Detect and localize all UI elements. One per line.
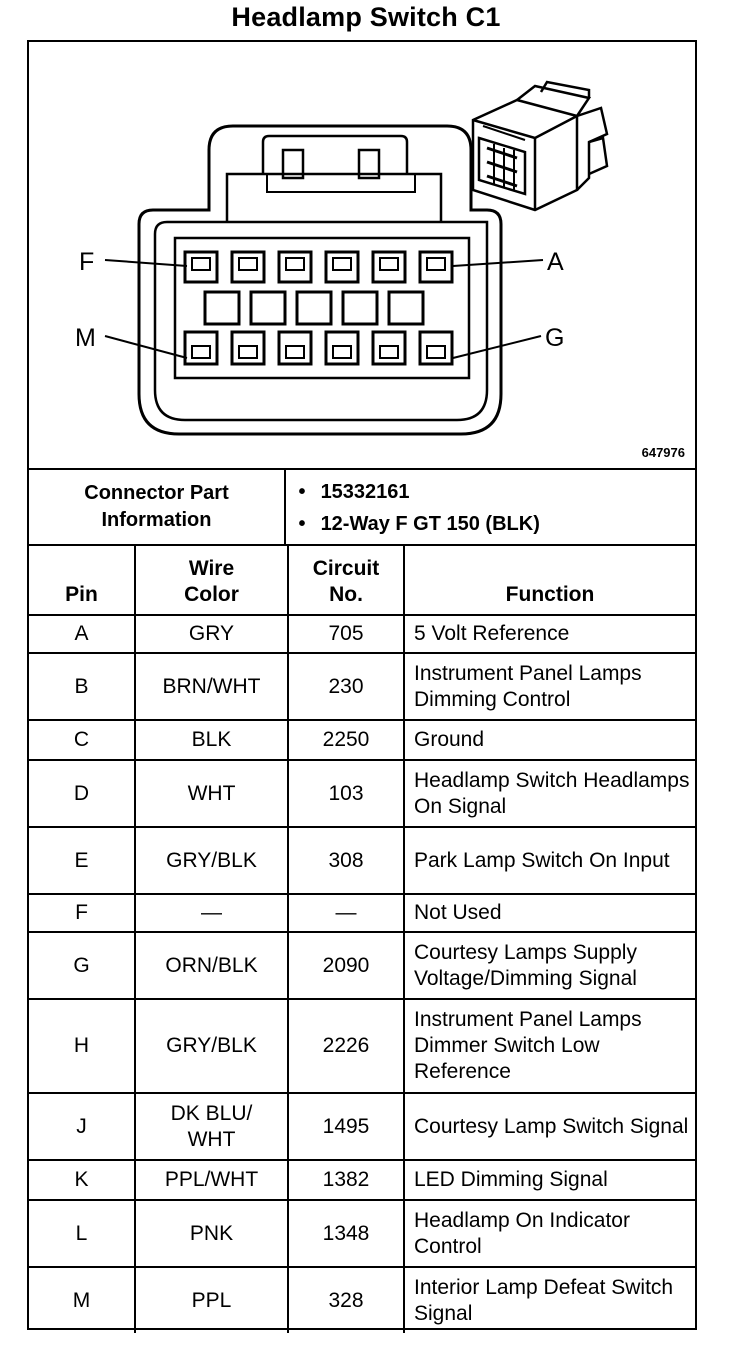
circuit-cell: 2250 [288,720,404,760]
connector-description: 12-Way F GT 150 (BLK) [320,513,540,535]
connector-part-info-label: Connector Part Information [29,470,286,544]
connector-3d-illustration [473,82,607,210]
table-row [29,760,695,827]
figure-number: 647976 [641,445,685,460]
function-cell: Instrument Panel Lamps Dimmer Switch Low Reference [404,999,695,1093]
circuit-cell: 308 [288,827,404,894]
connector-description-item: • 12-Way F GT 150 (BLK) [298,513,540,535]
pin-label-m: M [75,324,96,352]
connector-face-drawing [29,42,695,468]
wire-color-cell: GRY [135,615,288,653]
circuit-cell: 103 [288,760,404,827]
function-cell: Ground [404,720,695,760]
table-row [29,932,695,999]
circuit-cell: 1382 [288,1160,404,1200]
circuit-cell: 1495 [288,1093,404,1160]
function-cell: LED Dimming Signal [404,1160,695,1200]
circuit-cell: 705 [288,615,404,653]
wire-color-cell: ORN/BLK [135,932,288,999]
pin-cell: D [29,760,135,827]
circuit-cell: 328 [288,1267,404,1333]
part-number: 15332161 [320,481,410,503]
wire-color-cell: PPL [135,1267,288,1333]
table-row [29,615,695,653]
pin-cell: M [29,1267,135,1333]
pin-cell: F [29,894,135,932]
pin-cell: E [29,827,135,894]
wire-color-cell: GRY/BLK [135,999,288,1093]
table-row [29,1093,695,1160]
pin-cell: A [29,615,135,653]
header-pin: Pin [29,545,135,615]
function-cell: Park Lamp Switch On Input [404,827,695,894]
header-function: Function [404,545,695,615]
circuit-cell: 1348 [288,1200,404,1267]
pin-cell: K [29,1160,135,1200]
function-cell: Not Used [404,894,695,932]
table-row [29,1160,695,1200]
pin-cell: B [29,653,135,720]
wire-color-cell: — [135,894,288,932]
pin-label-g: G [545,324,565,352]
pin-label-f: F [79,248,95,276]
pin-cell: C [29,720,135,760]
table-row [29,894,695,932]
wire-color-cell: BLK [135,720,288,760]
part-number-item: • 15332161 [298,481,410,503]
function-cell: 5 Volt Reference [404,615,695,653]
pin-cell: J [29,1093,135,1160]
function-cell: Headlamp Switch Headlamps On Signal [404,760,695,827]
connector-diagram [29,42,695,470]
wire-color-cell: DK BLU/ WHT [135,1093,288,1160]
pin-label-a: A [547,248,564,276]
pin-table [29,545,695,1333]
connector-part-info [29,470,695,546]
pin-table-header [29,545,695,615]
table-row [29,1200,695,1267]
table-row [29,1267,695,1333]
connector-frame [27,40,697,1330]
wire-color-cell: PNK [135,1200,288,1267]
function-cell: Interior Lamp Defeat Switch Signal [404,1267,695,1333]
pin-cell: H [29,999,135,1093]
function-cell: Courtesy Lamp Switch Signal [404,1093,695,1160]
pin-cell: G [29,932,135,999]
wire-color-cell: WHT [135,760,288,827]
wire-color-cell: PPL/WHT [135,1160,288,1200]
circuit-cell: 2090 [288,932,404,999]
circuit-cell: 2226 [288,999,404,1093]
header-circuit: Circuit No. [288,545,404,615]
page-title: Headlamp Switch C1 [231,2,501,32]
function-cell: Headlamp On Indicator Control [404,1200,695,1267]
wire-color-cell: GRY/BLK [135,827,288,894]
pin-cell: L [29,1200,135,1267]
function-cell: Courtesy Lamps Supply Voltage/Dimming Signal [404,932,695,999]
table-row [29,653,695,720]
header-wire-color: Wire Color [135,545,288,615]
table-row [29,827,695,894]
table-row [29,999,695,1093]
connector-part-info-list [289,476,540,540]
function-cell: Instrument Panel Lamps Dimming Control [404,653,695,720]
table-row [29,720,695,760]
circuit-cell: 230 [288,653,404,720]
wire-color-cell: BRN/WHT [135,653,288,720]
circuit-cell: — [288,894,404,932]
